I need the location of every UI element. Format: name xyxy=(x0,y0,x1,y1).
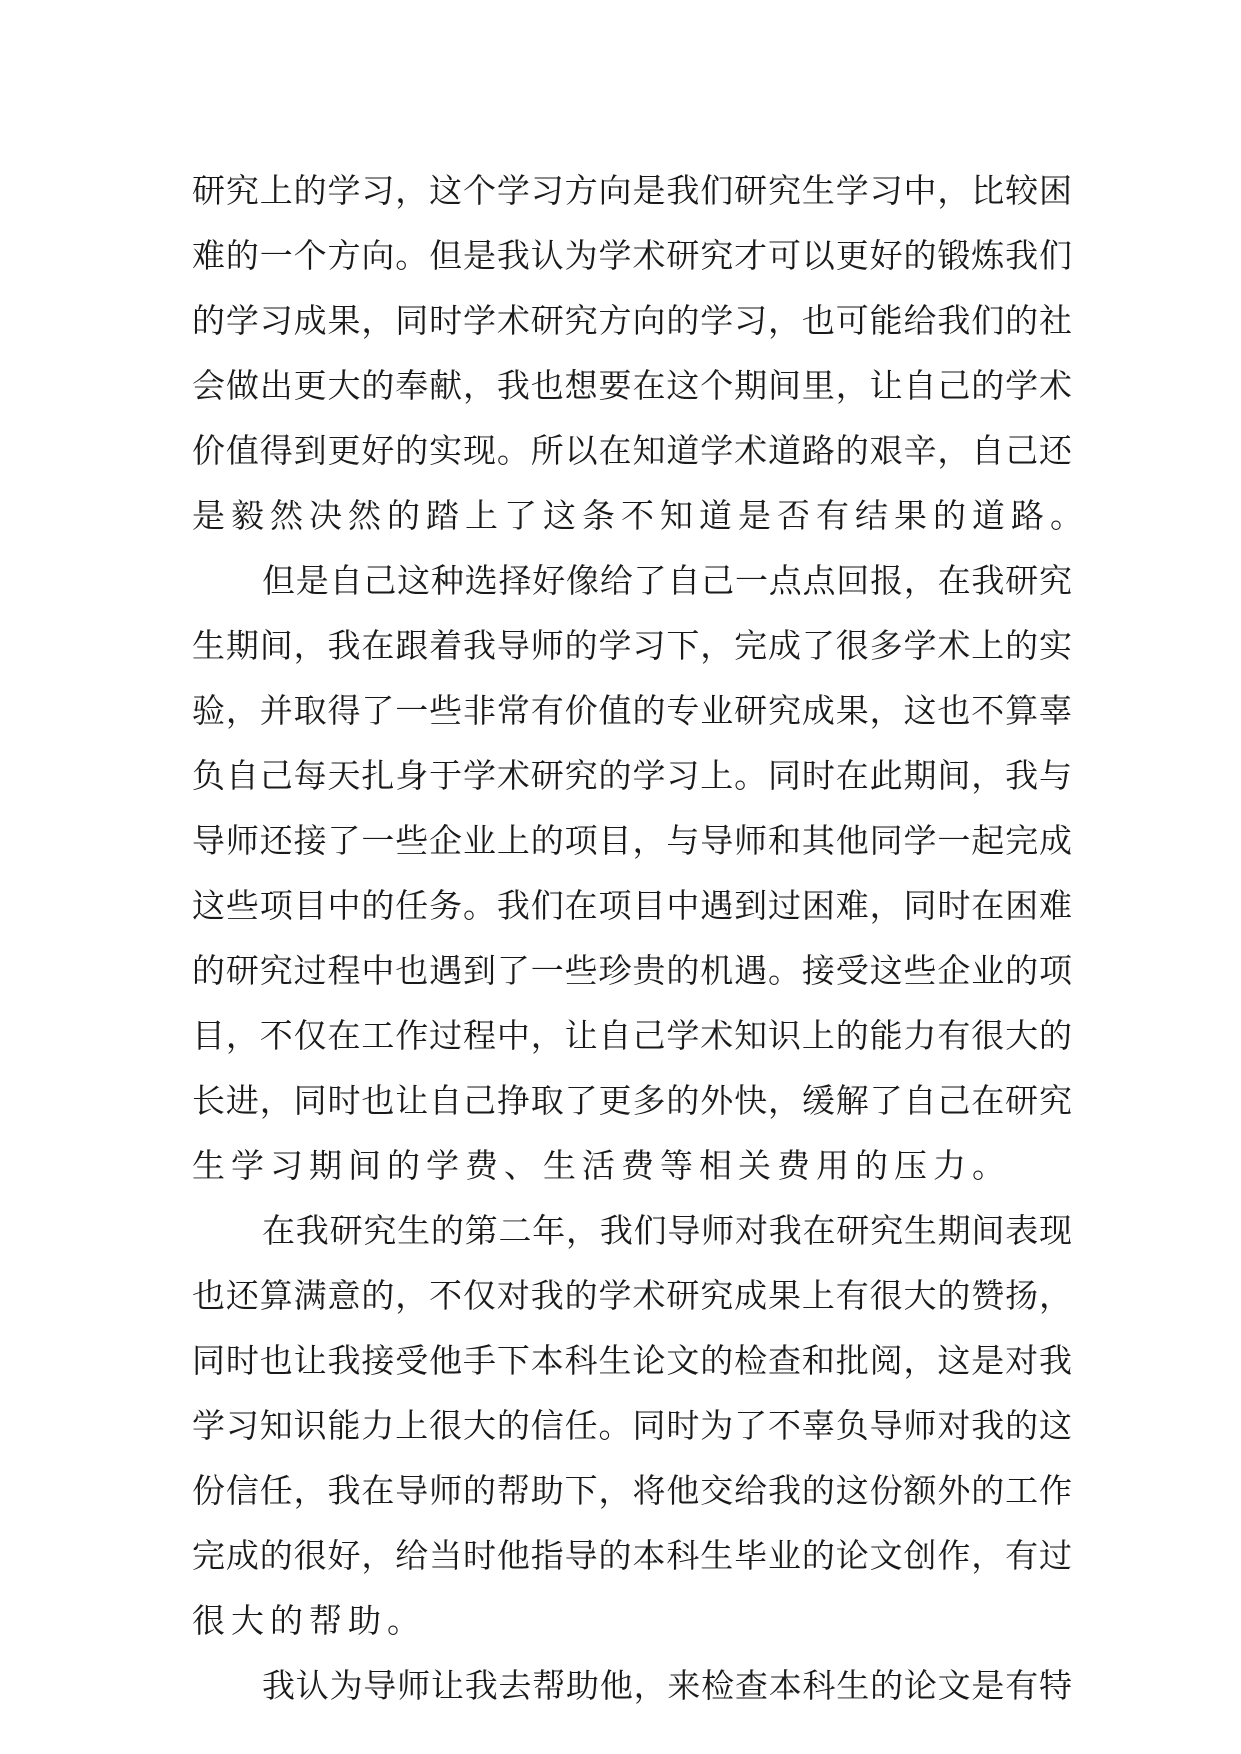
text-line: 验，并取得了一些非常有价值的专业研究成果，这也不算辜 xyxy=(192,691,1072,730)
paragraph-first-line: 但是自己这种选择好像给了自己一点点回报，在我研究 xyxy=(262,561,1072,600)
text-line: 很大的帮助。 xyxy=(192,1601,426,1640)
text-line: 难的一个方向。但是我认为学术研究才可以更好的锻炼我们 xyxy=(192,236,1072,275)
text-line: 份信任，我在导师的帮助下，将他交给我的这份额外的工作 xyxy=(192,1471,1072,1510)
text-line: 是毅然决然的踏上了这条不知道是否有结果的道路。 xyxy=(192,496,1089,535)
paragraph-first-line: 在我研究生的第二年，我们导师对我在研究生期间表现 xyxy=(262,1211,1072,1250)
text-line: 的研究过程中也遇到了一些珍贵的机遇。接受这些企业的项 xyxy=(192,951,1072,990)
text-line: 学习知识能力上很大的信任。同时为了不辜负导师对我的这 xyxy=(192,1406,1072,1445)
document-body xyxy=(192,158,1089,1718)
text-line: 长进，同时也让自己挣取了更多的外快，缓解了自己在研究 xyxy=(192,1081,1072,1120)
text-line: 也还算满意的，不仅对我的学术研究成果上有很大的赞扬， xyxy=(192,1276,1072,1315)
text-line: 完成的很好，给当时他指导的本科生毕业的论文创作，有过 xyxy=(192,1536,1072,1575)
text-line: 研究上的学习，这个学习方向是我们研究生学习中，比较困 xyxy=(192,171,1072,210)
text-line: 这些项目中的任务。我们在项目中遇到过困难，同时在困难 xyxy=(192,886,1072,925)
text-line: 价值得到更好的实现。所以在知道学术道路的艰辛，自己还 xyxy=(192,431,1072,470)
text-line: 生期间，我在跟着我导师的学习下，完成了很多学术上的实 xyxy=(192,626,1072,665)
text-line: 会做出更大的奉献，我也想要在这个期间里，让自己的学术 xyxy=(192,366,1072,405)
text-line: 的学习成果，同时学术研究方向的学习，也可能给我们的社 xyxy=(192,301,1072,340)
text-line: 导师还接了一些企业上的项目，与导师和其他同学一起完成 xyxy=(192,821,1072,860)
text-line: 同时也让我接受他手下本科生论文的检查和批阅，这是对我 xyxy=(192,1341,1072,1380)
text-line: 目，不仅在工作过程中，让自己学术知识上的能力有很大的 xyxy=(192,1016,1072,1055)
text-line: 负自己每天扎身于学术研究的学习上。同时在此期间，我与 xyxy=(192,756,1072,795)
paragraph-first-line: 我认为导师让我去帮助他，来检查本科生的论文是有特 xyxy=(262,1666,1072,1705)
text-line: 生学习期间的学费、生活费等相关费用的压力。 xyxy=(192,1146,1011,1185)
